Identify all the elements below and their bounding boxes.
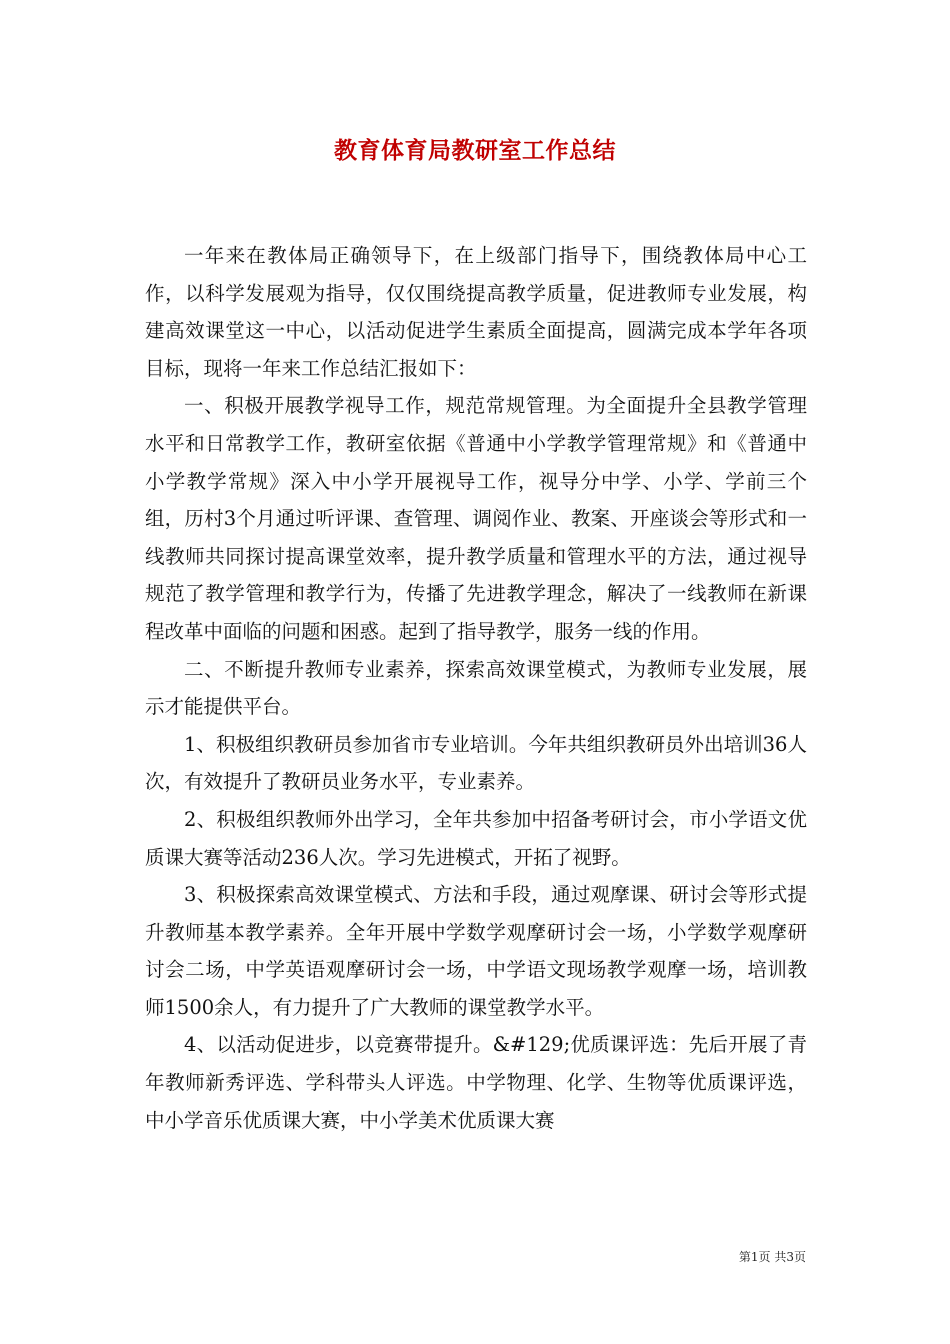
paragraph-intro: 一年来在教体局正确领导下，在上级部门指导下，围绕教体局中心工作，以科学发展观为指导，仅仅围绕提高教学质量，促进教师专业发展，构建高效课堂这一中心，以活动促进学生素质全面提高，圆满完成本学年各项目标，现将一年来工作总结汇报如下：: [145, 244, 807, 380]
document-body: [145, 237, 807, 1139]
page-number-footer: 第1页 共3页: [738, 1250, 806, 1264]
paragraph-section-1: 一、积极开展教学视导工作，规范常规管理。为全面提升全县教学管理水平和日常教学工作，教研室依据《普通中小学教学管理常规》和《普通中小学教学常规》深入中小学开展视导工作，视导分中学、小学、学前三个组，历村3个月通过听评课、查管理、调阅作业、教案、开座谈会等形式和一线教师共同探讨提高课堂效率，提升教学质量和管理水平的方法，通过视导规范了教学管理和教学行为，传播了先进教学理念，解决了一线教师在新课程改革中面临的问题和困惑。起到了指导教学，服务一线的作用。: [145, 394, 807, 643]
document-title: 教育体育局教研室工作总结: [334, 138, 616, 164]
paragraph-item-4: 4、以活动促进步，以竞赛带提升。&#129;优质课评选：先后开展了青年教师新秀评选、学科带头人评选。中学物理、化学、生物等优质课评选，中小学音乐优质课大赛，中小学美术优质课大赛: [145, 1033, 807, 1132]
paragraph-item-1: 1、积极组织教研员参加省市专业培训。今年共组织教研员外出培训36人次，有效提升了教研员业务水平，专业素养。: [145, 732, 807, 794]
paragraph-item-3: 3、积极探索高效课堂模式、方法和手段，通过观摩课、研讨会等形式提升教师基本教学素养。全年开展中学数学观摩研讨会一场，小学数学观摩研讨会二场，中学英语观摩研讨会一场，中学语文现场教学观摩一场，培训教师1500余人，有力提升了广大教师的课堂教学水平。: [145, 883, 807, 1019]
paragraph-section-2: 二、不断提升教师专业素养，探索高效课堂模式，为教师专业发展，展示才能提供平台。: [145, 657, 807, 719]
paragraph-item-2: 2、积极组织教师外出学习，全年共参加中招备考研讨会，市小学语文优质课大赛等活动236人次。学习先进模式，开拓了视野。: [145, 807, 807, 869]
